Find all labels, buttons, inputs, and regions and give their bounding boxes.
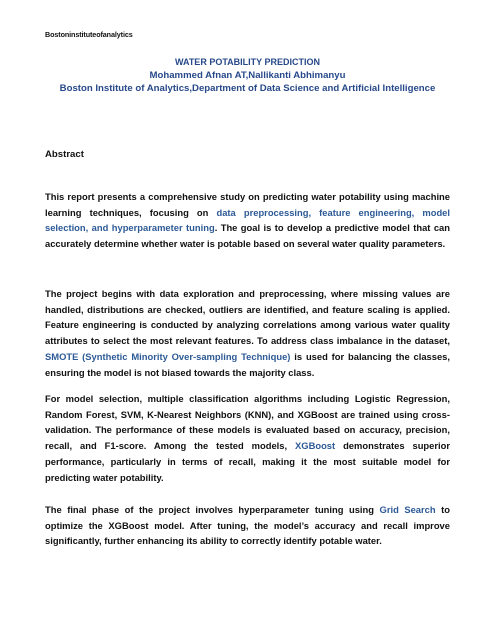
abstract-paragraph-4: [45, 502, 450, 549]
p1-highlight: data preprocessing, feature engineering, model selection, and hyperparameter tuning: [45, 206, 450, 234]
paper-title: WATER POTABILITY PREDICTION: [174, 57, 320, 67]
authors: Mohammed Afnan AT,Nallikanti Abhimanyu: [149, 70, 346, 81]
p1-text-b: . The goal is to develop a predictive model that can accurately determine whether water is potable based on several water quality parameters.: [45, 222, 450, 250]
p3-highlight: XGBoost: [295, 440, 336, 452]
p4-text-b: to optimize the XGBoost model. After tuning, the model’s accuracy and recall improve significantly, further enhancing its ability to correctly identify potable water.: [45, 504, 450, 547]
abstract-paragraph-3: [45, 391, 450, 485]
p3-text-b: demonstrates superior performance, particularly in terms of recall, making it the most suitable model for predicting water potability.: [45, 440, 450, 483]
p2-text-b: is used for balancing the classes, ensuring the model is not biased towards the majority class.: [45, 350, 451, 378]
p4-highlight: Grid Search: [379, 504, 436, 515]
abstract-paragraph-1: [45, 189, 450, 252]
abstract-paragraph-2: [45, 286, 450, 380]
title-block: [0, 56, 495, 95]
p3-text-a: For model selection, multiple classification algorithms including Logistic Regression, Random Forest, SVM, K-Nearest Neighbors (KNN), and XGBoost are trained using cross-validation. The performance of these models is evaluated based on accuracy, precision, recall, and F1-score. Among the tested models,: [45, 393, 450, 452]
p2-highlight: SMOTE (Synthetic Minority Over-sampling Technique): [45, 350, 291, 362]
affiliation: Boston Institute of Analytics,Department of Data Science and Artificial Intelligence: [59, 83, 436, 94]
p1-text-a: This report presents a comprehensive study on predicting water potability using machine learning techniques, focusing on: [45, 191, 450, 218]
p2-text-a: The project begins with data exploration and preprocessing, where missing values are handled, distributions are checked, outliers are identified, and feature scaling is applied. Feature engineering is conducted by analyzing correlations among various water quality attributes to select the most relevant features. To address class imbalance in the dataset,: [45, 288, 450, 347]
p4-text-a: The final phase of the project involves hyperparameter tuning using: [45, 504, 380, 515]
abstract-heading: Abstract: [45, 149, 84, 160]
page-header: Bostoninstituteofanalytics: [45, 30, 133, 39]
